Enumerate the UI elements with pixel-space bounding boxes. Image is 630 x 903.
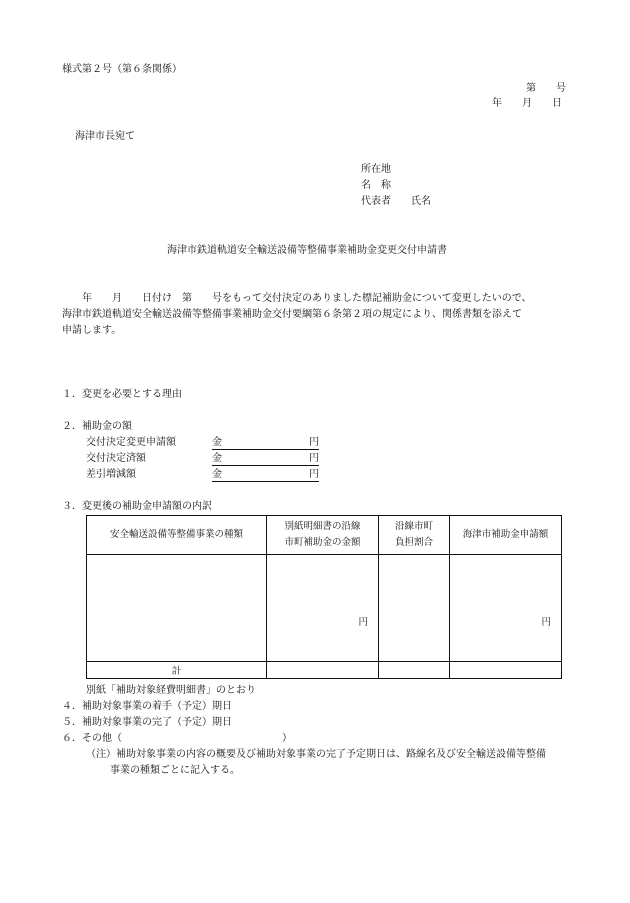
cell-project-type xyxy=(87,555,267,662)
amount-row-decided-unit: 円 xyxy=(309,453,319,464)
amount-row-change-request-underline xyxy=(212,449,319,450)
total-kaizu-request xyxy=(450,662,562,679)
section-1-reason: １．変更を必要とする理由 xyxy=(62,389,182,400)
header-municipal-subsidy: 別紙明細書の沿線 市町補助金の金額 xyxy=(267,516,379,555)
amount-row-decided-underline xyxy=(212,465,319,466)
note-line-1: （注）補助対象事業の内容の概要及び補助対象事業の完了予定期日は、路線名及び安全輸送設備等整備 xyxy=(86,749,546,760)
applicant-representative-label: 代表者 氏名 xyxy=(361,196,431,207)
breakdown-body-row xyxy=(87,555,562,662)
body-line-2: 海津市鉄道軌道安全輸送設備等整備事業補助金交付要綱第６条第２項の規定により、関係書類を添えて xyxy=(62,309,522,320)
amount-row-change-request-prefix: 金 xyxy=(212,437,222,448)
breakdown-total-row xyxy=(87,662,562,679)
addressee: 海津市長宛て xyxy=(75,131,135,142)
total-burden-ratio xyxy=(379,662,450,679)
yen-unit-col4: 円 xyxy=(541,617,551,628)
body-line-1: 年 月 日付け 第 号をもって交付決定のありました標記補助金について変更したいので、 xyxy=(62,293,532,304)
section-2-amount: ２．補助金の額 xyxy=(62,421,132,432)
document-title: 海津市鉄道軌道安全輸送設備等整備事業補助金変更交付申請書 xyxy=(167,245,447,256)
header-kaizu-request: 海津市補助金申請額 xyxy=(450,516,562,555)
attachment-note: 別紙「補助対象経費明細書」のとおり xyxy=(86,685,256,696)
amount-row-difference-underline xyxy=(212,481,319,482)
amount-row-decided-label: 交付決定済額 xyxy=(86,453,146,464)
applicant-address-label: 所在地 xyxy=(361,164,391,175)
note-line-2: 事業の種類ごとに記入する。 xyxy=(110,765,240,776)
document-date-label: 年 月 日 xyxy=(492,98,562,109)
cell-burden-ratio xyxy=(379,555,450,662)
amount-row-decided-prefix: 金 xyxy=(212,453,222,464)
total-municipal-subsidy xyxy=(267,662,379,679)
amount-row-change-request-label: 交付決定変更申請額 xyxy=(86,437,176,448)
total-label: 計 xyxy=(87,662,267,679)
document-number-label: 第 号 xyxy=(526,83,566,94)
header-project-type: 安全輸送設備等整備事業の種類 xyxy=(87,516,267,555)
yen-unit-col2: 円 xyxy=(358,617,368,628)
section-3-breakdown: ３．変更後の補助金申請額の内訳 xyxy=(62,501,212,512)
header-burden-ratio: 沿線市町 負担割合 xyxy=(379,516,450,555)
cell-municipal-subsidy xyxy=(267,555,379,662)
amount-row-difference-unit: 円 xyxy=(309,469,319,480)
section-6-other: ６．その他（ ） xyxy=(62,733,292,744)
amount-row-difference-prefix: 金 xyxy=(212,469,222,480)
amount-row-difference-label: 差引増減額 xyxy=(86,469,136,480)
body-line-3: 申請します。 xyxy=(62,325,122,336)
cell-kaizu-request xyxy=(450,555,562,662)
breakdown-header-row xyxy=(87,516,562,555)
section-5-end-date: ５．補助対象事業の完了（予定）期日 xyxy=(62,717,232,728)
applicant-name-label: 名 称 xyxy=(361,180,391,191)
breakdown-table xyxy=(86,515,562,679)
form-number: 様式第２号（第６条関係） xyxy=(62,64,182,75)
section-4-start-date: ４．補助対象事業の着手（予定）期日 xyxy=(62,701,232,712)
amount-row-change-request-unit: 円 xyxy=(309,437,319,448)
